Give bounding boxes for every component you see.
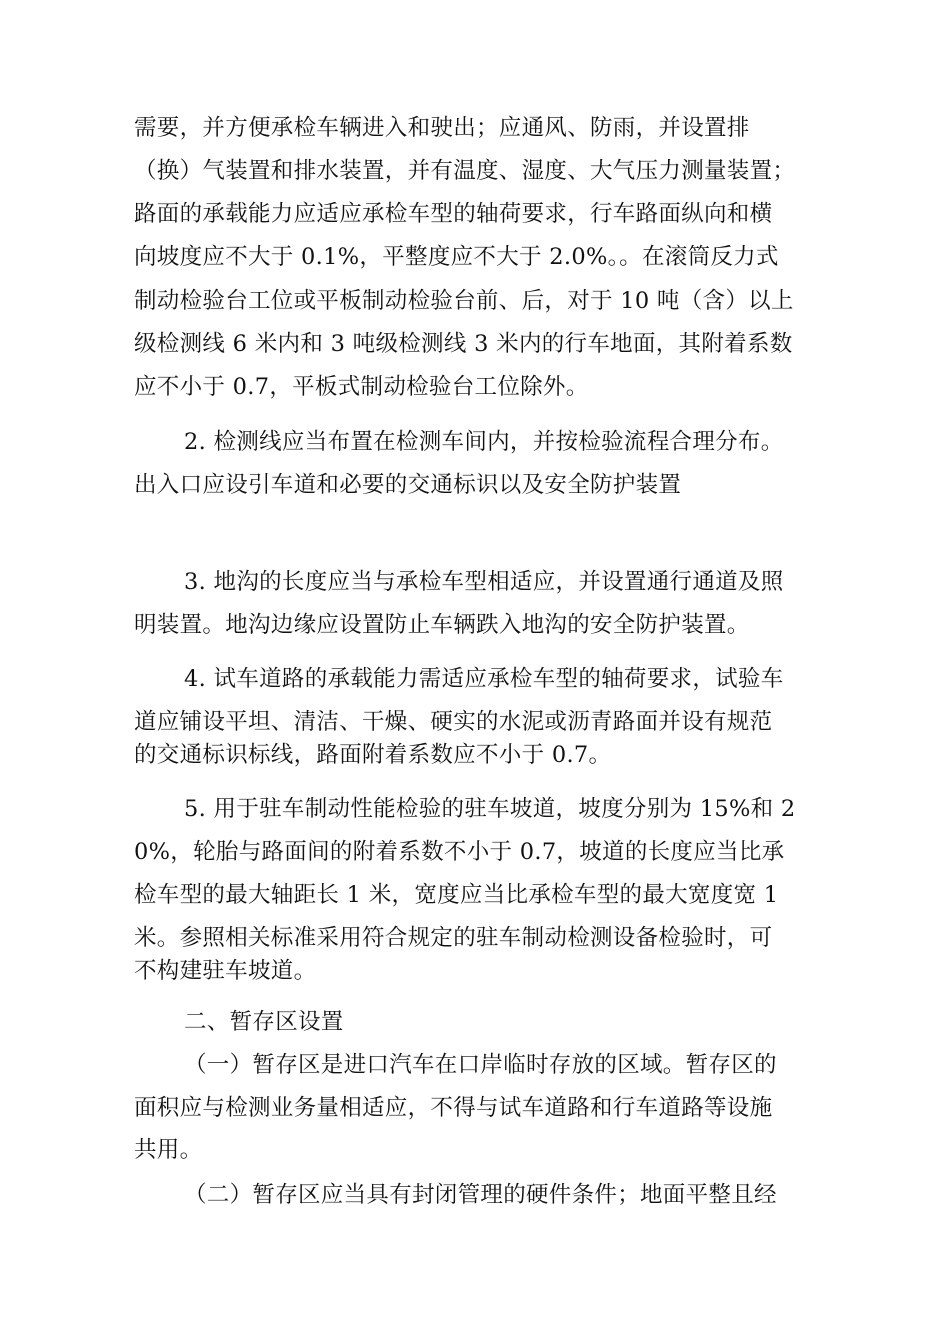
text-line: 0%，轮胎与路面间的附着系数不小于 0.7，坡道的长度应当比承 xyxy=(134,839,785,865)
text-line: 5. 用于驻车制动性能检验的驻车坡道，坡度分别为 15%和 2 xyxy=(184,796,796,822)
text-line: 需要，并方便承检车辆进入和驶出；应通风、防雨，并设置排 xyxy=(134,115,750,141)
text-line: 路面的承载能力应适应承检车型的轴荷要求，行车路面纵向和横 xyxy=(134,201,773,227)
section-heading: 二、暂存区设置 xyxy=(184,1009,344,1035)
text-line: 明装置。地沟边缘应设置防止车辆跌入地沟的安全防护装置。 xyxy=(134,612,750,638)
text-line: 2. 检测线应当布置在检测车间内，并按检验流程合理分布。 xyxy=(184,429,784,455)
text-line: 制动检验台工位或平板制动检验台前、后，对于 10 吨（含）以上 xyxy=(134,288,794,314)
text-line: （二）暂存区应当具有封闭管理的硬件条件；地面平整且经 xyxy=(184,1182,777,1208)
text-line: 共用。 xyxy=(134,1137,203,1163)
text-line: （一）暂存区是进口汽车在口岸临时存放的区域。暂存区的 xyxy=(184,1052,777,1078)
text-line: 向坡度应不大于 0.1%，平整度应不大于 2.0%。。在滚筒反力式 xyxy=(134,244,779,270)
text-line: 不构建驻车坡道。 xyxy=(134,958,317,984)
text-line: 应不小于 0.7，平板式制动检验台工位除外。 xyxy=(134,374,589,400)
text-line: 4. 试车道路的承载能力需适应承检车型的轴荷要求，试验车 xyxy=(184,666,784,692)
text-line: 出入口应设引车道和必要的交通标识以及安全防护装置 xyxy=(134,472,682,498)
text-line: （换）气装置和排水装置，并有温度、湿度、大气压力测量装置； xyxy=(134,158,796,184)
text-line: 的交通标识标线，路面附着系数应不小于 0.7。 xyxy=(134,742,612,768)
text-line: 检车型的最大轴距长 1 米，宽度应当比承检车型的最大宽度宽 1 xyxy=(134,882,779,908)
text-line: 道应铺设平坦、清洁、干燥、硬实的水泥或沥青路面并设有规范 xyxy=(134,709,773,735)
text-line: 3. 地沟的长度应当与承检车型相适应，并设置通行通道及照 xyxy=(184,569,784,595)
text-line: 米。参照相关标准采用符合规定的驻车制动检测设备检验时，可 xyxy=(134,925,773,951)
text-line: 级检测线 6 米内和 3 吨级检测线 3 米内的行车地面，其附着系数 xyxy=(134,331,793,357)
text-line: 面积应与检测业务量相适应，不得与试车道路和行车道路等设施 xyxy=(134,1095,773,1121)
